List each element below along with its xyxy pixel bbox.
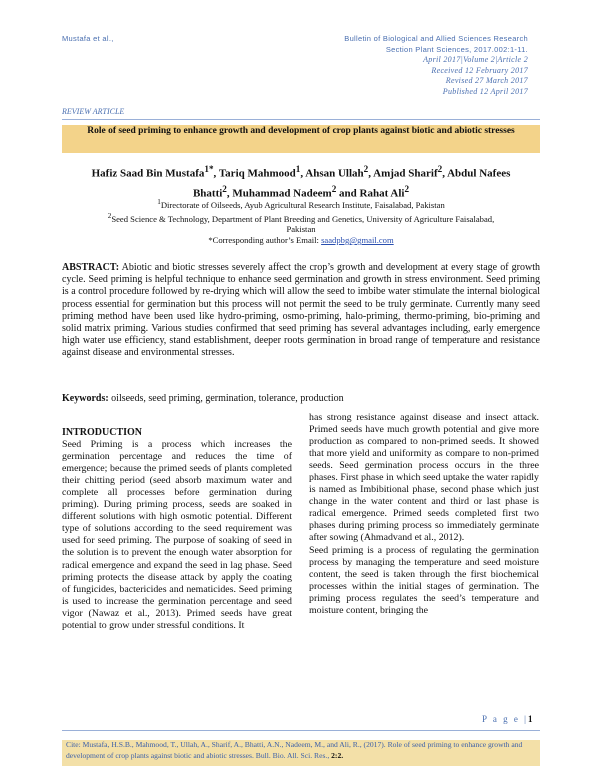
author: Amjad Sharif xyxy=(373,167,438,180)
corresponding-author xyxy=(70,235,532,246)
author-sup: 2 xyxy=(363,164,369,174)
abstract xyxy=(62,262,540,360)
author-sup: 2 xyxy=(404,183,410,194)
author-sup: 2 xyxy=(437,164,443,174)
page-number-value: 1 xyxy=(527,714,533,724)
running-header-authors: Mustafa et al., xyxy=(62,34,114,43)
page-label: P a g e | xyxy=(482,714,528,724)
article-type: REVIEW ARTICLE xyxy=(62,107,125,116)
email-link[interactable]: saadpbg@gmail.com xyxy=(321,235,394,246)
revised-date: Revised 27 March 2017 xyxy=(445,76,528,85)
right-column xyxy=(309,412,539,617)
author-sup: 1* xyxy=(204,164,214,174)
affiliation-text: Seed Science & Technology, Department of Plant Breeding and Genetics, University of Agriculture Faisalabad, xyxy=(111,213,495,224)
citation-text: Cite: Mustafa, H.S.B., Mahmood, T., Ullah, A., Sharif, A., Bhatti, A.N., Nadeem, M., and Ali, R., (2017). Role of seed priming to enhance growth and development of crop plants against biotic and abiotic stresses. Bull. Bio. All. Sci. Res., xyxy=(66,740,523,760)
journal-section: Section Plant Sciences, 2017.002:1-11. xyxy=(385,44,528,54)
author: Tariq Mahmood xyxy=(218,167,296,180)
abstract-text: Abiotic and biotic stresses severely affect the crop’s growth and development at every stage of growth cycle. Seed priming is helpful technique to enhance seed germination and growth in stress environment. Seed priming is a control procedure followed by re-drying which will allow the seed to imbibe water stimulate the internal biological process essential for germination but this process will not permit the seed to be truly germinate. Currently many seed priming method have been used like hydro-priming, osmo-priming, halo-priming, thermo-priming, bio-priming and solid matrix priming. Various studies confirmed that seed priming has several advantages including, early emergence high water use efficiency, stand establishment, deeper roots germination in broad range of temperature and resistance against disease and environmental stresses. xyxy=(62,262,540,359)
divider xyxy=(62,119,540,120)
left-column xyxy=(62,412,292,632)
corresponding-label: *Corresponding author’s Email: xyxy=(208,235,319,246)
affiliation-1 xyxy=(70,197,532,211)
article-title: Role of seed priming to enhance growth and development of crop plants against biotic and abiotic stresses xyxy=(62,125,540,153)
author-sup: 2 xyxy=(222,183,227,194)
author: Bhatti xyxy=(192,187,223,200)
paragraph: Seed Priming is a process which increases the germination percentage and reduces the time of emergence; because the primed seeds of plants completed their chitting period (seed absorb maximum water and complete all processes before germination during priming). During priming process, seeds are soaked in different solutions with high osmotic potential. Different type of solutions according to the seed requirement was used for seed priming. The purpose of soaking of seed in the solution is to prevent the enough water absorption for radical emergence and expand the seed in lag phase. Seed priming protects the disease attack by apply the coating of fungicides, bactericides and nematicides. Seed priming is used to increase the germination percentage and seed vigor (Nawaz et al., 2013). Primed seeds have great potential to grow under stressful conditions. It xyxy=(62,439,292,631)
affiliation-2 xyxy=(70,211,532,225)
keywords-label: Keywords: xyxy=(62,393,109,404)
author: Ahsan Ullah xyxy=(305,167,364,180)
author: Hafiz Saad Bin Mustafa xyxy=(91,167,205,180)
affiliations xyxy=(70,197,532,246)
affiliation-sup: 2 xyxy=(107,211,112,220)
paragraph: Seed priming is a process of regulating the germination process by managing the temperature and seed moisture content, the seed is taken through the first biochemical processes within the initial stages of germination. The priming process regulates the seed’s temperature and moisture content, bringing the xyxy=(309,544,539,616)
keywords-text: oilseeds, seed priming, germination, tolerance, production xyxy=(111,393,344,404)
author-sup: 1 xyxy=(295,164,301,174)
citation-box xyxy=(62,740,540,766)
page-number xyxy=(482,714,532,724)
paragraph: has strong resistance against disease and insect attack. Primed seeds have much growth potential and give more production as compared to non-primed seeds. It showed that more yield and uniformity as compare to non-primed seeds. Seed germination process occurs in the three phases. First phase in which seed uptake the water rapidly is named as Imbibitional phase, second phase which just change in the water content and third or last phase is radical emergence. Primed seeds completed first two phases during priming process so immediately germinate after sowing (Ahmadvand et al., 2012). xyxy=(309,412,539,544)
author: Rahat Ali xyxy=(359,187,405,200)
abstract-label: ABSTRACT: xyxy=(62,262,120,273)
received-date: Received 12 February 2017 xyxy=(431,65,528,75)
divider xyxy=(62,730,540,731)
journal-volume: April 2017|Volume 2|Article 2 xyxy=(423,55,528,64)
author: Abdul Nafees xyxy=(447,167,511,180)
author-list: Hafiz Saad Bin Mustafa$^{1*}$, Tariq Mahmood$^1$, Ahsan Ullah$^2$, Amjad Sharif$^2$, Abdul Nafees Bhatti$^2$, Muhammad Nadeem$^2$ and Rahat Ali$^2$ xyxy=(91,164,511,200)
author-sup: 2 xyxy=(331,183,337,194)
author: Muhammad Nadeem xyxy=(232,187,332,200)
journal-name: Bulletin of Biological and Allied Sciences Research xyxy=(344,34,528,43)
affiliation-text: Directorate of Oilseeds, Ayub Agricultural Research Institute, Faisalabad, Pakistan xyxy=(160,199,445,210)
affiliation-sup: 1 xyxy=(157,198,161,206)
section-heading: INTRODUCTION xyxy=(62,427,143,438)
keywords xyxy=(62,393,540,404)
published-date: Published 12 April 2017 xyxy=(442,86,528,96)
citation-ref: 2:2. xyxy=(331,750,344,760)
author-conjunction: and xyxy=(339,187,357,200)
affiliation-2-country: Pakistan xyxy=(286,224,316,235)
journal-info-block xyxy=(344,34,528,97)
